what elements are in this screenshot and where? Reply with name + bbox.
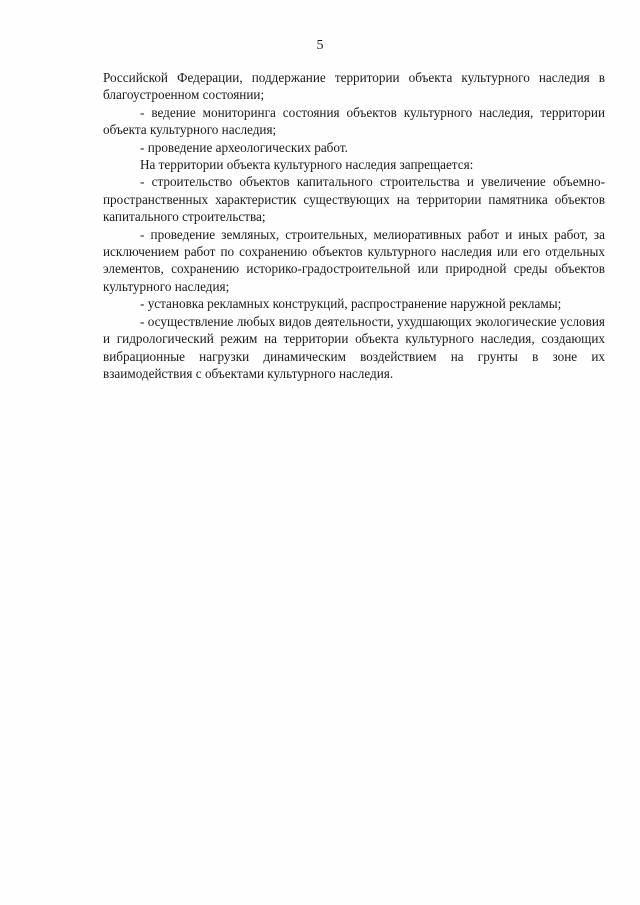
paragraph-earthworks: - проведение земляных, строительных, мелиоративных работ и иных работ, за исключением работ по сохранению объектов культурного наследия или его отдельных элементов, сохранению историко-градостроительной или природной среды объектов культурного наследия;: [103, 226, 605, 294]
page-number: 5: [316, 38, 324, 53]
paragraph-activities: - осуществление любых видов деятельности, ухудшающих экологические условия и гидрологический режим на территории объекта культурного наследия, создающих вибрационные нагрузки динамическим воздействием на грунты в зоне их взаимодействия с объектами культурного наследия.: [103, 313, 605, 381]
document-body: [103, 69, 605, 382]
paragraph-monitoring: - ведение мониторинга состояния объектов культурного наследия, территории объекта культурного наследия;: [103, 104, 605, 138]
paragraph-continuation: Российской Федерации, поддержание территории объекта культурного наследия в благоустроенном состоянии;: [103, 70, 605, 103]
paragraph-archaeology: - проведение археологических работ.: [140, 139, 348, 155]
paragraph-construction: - строительство объектов капитального строительства и увеличение объемно-пространственных характеристик существующих на территории памятника объектов капитального строительства;: [103, 174, 605, 225]
paragraph-prohibitions-heading: На территории объекта культурного наследия запрещается:: [140, 157, 474, 173]
paragraph-advertising: - установка рекламных конструкций, распространение наружной рекламы;: [140, 296, 562, 312]
